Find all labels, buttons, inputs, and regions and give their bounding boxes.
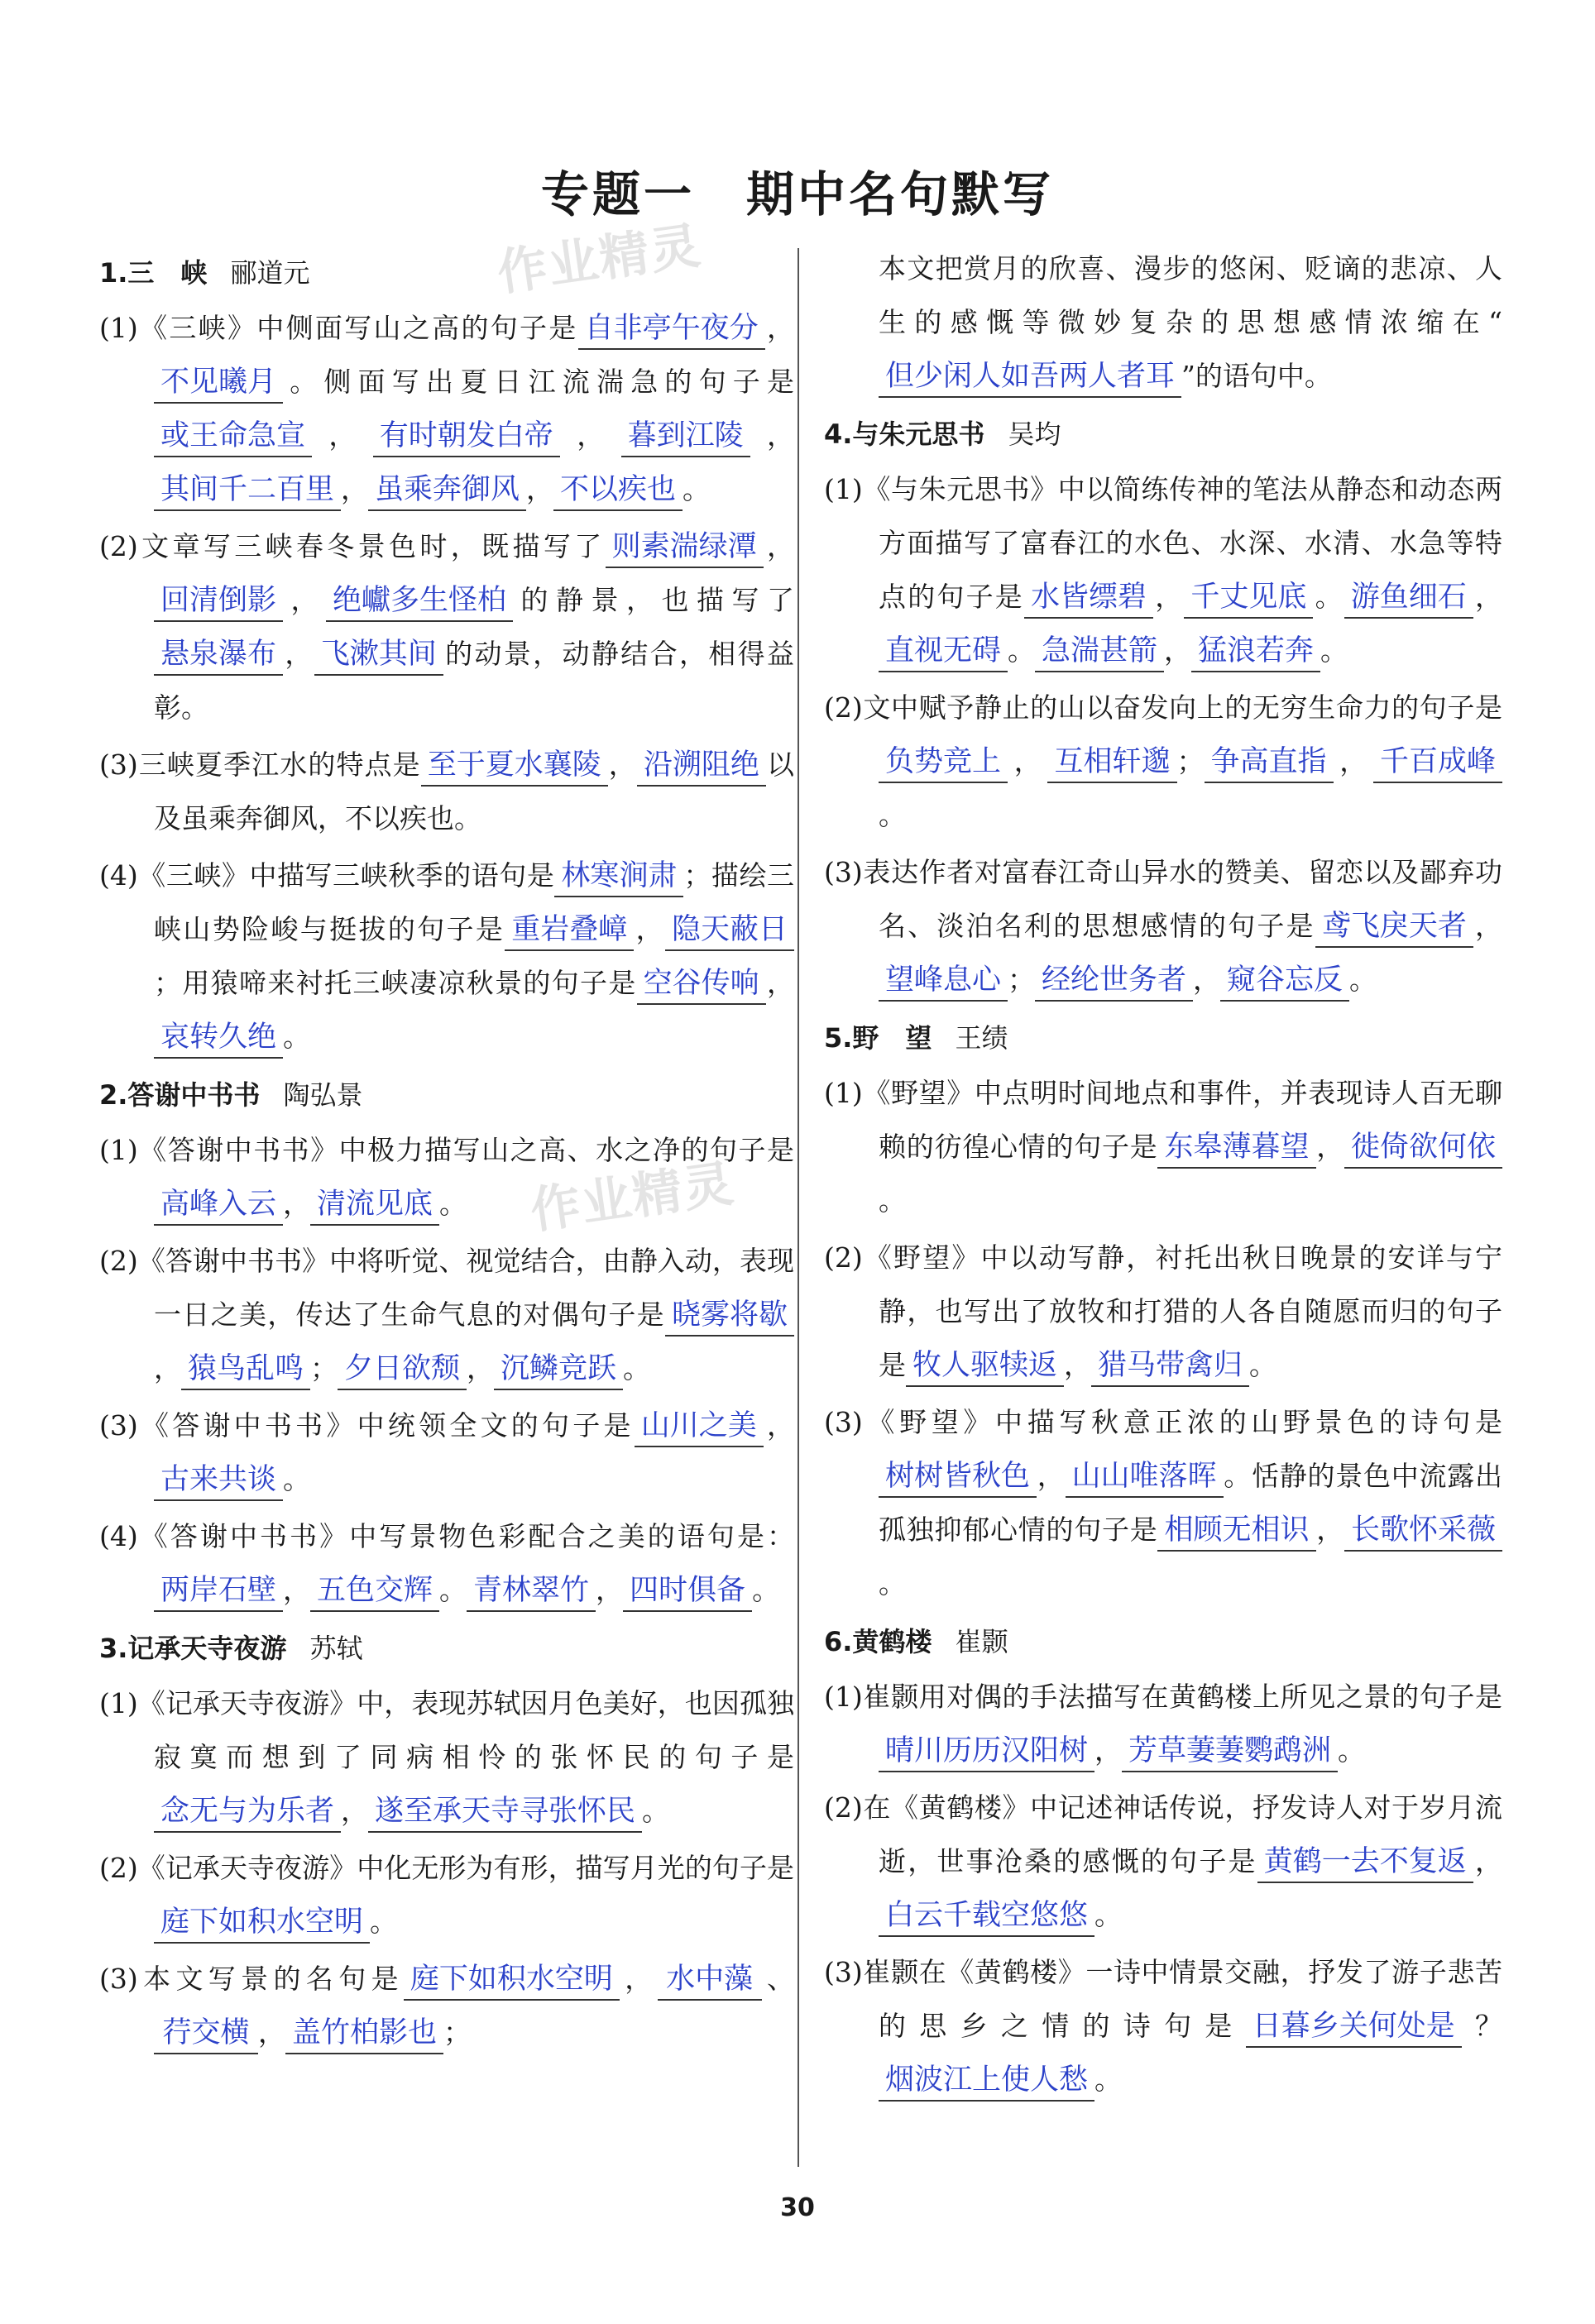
- answer-blank[interactable]: 芳草萋萋鹦鹉洲: [1122, 1731, 1338, 1772]
- answer-blank[interactable]: 猎马带禽归: [1091, 1346, 1249, 1387]
- answer-blank[interactable]: 青林翠竹: [467, 1571, 596, 1612]
- question-2-2: (2)《答谢中书书》中将听觉、视觉结合，由静入动，表现一日之美，传达了生命气息的对偶句子是 晓雾将歇， 猿鸟乱鸣 ； 夕日欲颓 ， 沉鳞竞跃 。: [99, 1234, 794, 1395]
- answer-blank[interactable]: 暮到江陵: [621, 416, 750, 457]
- question-1-3: (3)三峡夏季江水的特点是 至于夏水襄陵 ， 沿溯阻绝 以及虽乘奔御风，不以疾也。: [99, 738, 794, 845]
- section-heading-2: 2.答谢中书书 陶弘景: [99, 1079, 363, 1111]
- answer-blank[interactable]: 庭下如积水空明: [154, 1902, 370, 1944]
- question-4-1: (1)《与朱元思书》中以简练传神的笔法从静态和动态两方面描写了富春江的水色、水深、水清、水急等特点的句子是 水皆缥碧 ， 千丈见底 。 游鱼细石 ，直视无碍 。 急湍甚箭 ， 猛浪若奔 。: [824, 462, 1502, 677]
- question-5-3: (3)《野望》中描写秋意正浓的山野景色的诗句是树树皆秋色 ， 山山唯落晖 。恬静的景色中流露出孤独抑郁心情的句子是 相顾无相识 ， 长歌怀采薇。: [824, 1406, 1503, 1600]
- question-1-2: (2)文章写三峡春冬景色时，既描写了 则素湍绿潭 ，回清倒影 ， 绝巘多生怪柏 的静景，也描写了悬泉瀑布 ， 飞漱其间 的动景，动静结合，相得益彰。: [99, 519, 794, 734]
- watermark: 作业精灵: [494, 217, 706, 303]
- answer-blank[interactable]: 清流见底: [310, 1184, 439, 1226]
- answer-blank[interactable]: 黄鹤一去不复返: [1257, 1842, 1473, 1883]
- question-5-1: (1)《野望》中点明时间地点和事件，并表现诗人百无聊赖的彷徨心情的句子是 东皋薄暮望 ， 徙倚欲何依。: [824, 1077, 1502, 1217]
- page-number: 30: [780, 2193, 815, 2222]
- answer-blank[interactable]: 日暮乡关何处是: [1246, 2006, 1462, 2048]
- section-heading-1: 1.三 峡 郦道元: [99, 257, 310, 289]
- answer-blank[interactable]: 争高直指: [1205, 742, 1334, 783]
- answer-blank[interactable]: 其间千二百里: [154, 470, 341, 511]
- answer-blank[interactable]: 游鱼细石: [1344, 577, 1473, 619]
- answer-blank[interactable]: 庭下如积水空明: [404, 1959, 620, 2001]
- question-3-2: (2)《记承天寺夜游》中化无形为有形，描写月光的句子是庭下如积水空明 。: [99, 1841, 794, 1949]
- question-1-1: (1)《三峡》中侧面写山之高的句子是 自非亭午夜分 ，不见曦月 。侧面写出夏日江流湍急的句子是或王命急宣 ， 有时朝发白帝 ， 暮到江陵 ，其间千二百里 ， 虽乘奔御风 ， 不以疾也 。: [99, 301, 794, 516]
- section-heading-4: 4.与朱元思书 吴均: [824, 418, 1061, 450]
- answer-blank[interactable]: 重岩叠嶂: [505, 910, 634, 951]
- question-6-3: (3)崔颢在《黄鹤楼》一诗中情景交融，抒发了游子悲苦的思乡之情的诗句是 日暮乡关何处是 ？烟波江上使人愁 。: [824, 1945, 1502, 2106]
- question-4-3: (3)表达作者对富春江奇山异水的赞美、留恋以及鄙弃功名、淡泊名利的思想感情的句子是 鸢飞戾天者 ，望峰息心 ； 经纶世务者 ， 窥谷忘反 。: [824, 845, 1502, 1007]
- answer-blank[interactable]: 高峰入云: [154, 1184, 283, 1226]
- page-title: 专题一 期中名句默写: [540, 166, 1054, 222]
- answer-blank[interactable]: 白云千载空悠悠: [879, 1896, 1094, 1937]
- answer-blank[interactable]: 五色交辉: [310, 1571, 439, 1612]
- answer-blank[interactable]: 哀转久绝: [154, 1017, 283, 1059]
- question-5-2: (2)《野望》中以动写静，衬托出秋日晚景的安详与宁静，也写出了放牧和打猎的人各自随愿而归的句子是 牧人驱犊返 ， 猎马带禽归 。: [824, 1231, 1502, 1392]
- answer-blank[interactable]: 经纶世务者: [1035, 960, 1193, 1002]
- answer-blank[interactable]: 沿溯阻绝: [637, 745, 766, 787]
- answer-blank[interactable]: 自非亭午夜分: [578, 308, 765, 350]
- section-heading-6: 6.黄鹤楼 崔颢: [824, 1626, 1008, 1657]
- answer-blank[interactable]: 晴川历历汉阳树: [879, 1731, 1094, 1772]
- answer-blank[interactable]: 悬泉瀑布: [154, 634, 283, 676]
- answer-blank[interactable]: 相顾无相识: [1157, 1510, 1315, 1552]
- left-column: [99, 241, 794, 2063]
- answer-blank[interactable]: 千丈见底: [1184, 577, 1313, 619]
- question-4-2: (2)文中赋予静止的山以奋发向上的无穷生命力的句子是负势竞上 ， 互相轩邈 ； 争高直指 ， 千百成峰。: [824, 691, 1502, 831]
- answer-blank[interactable]: 回清倒影: [154, 581, 283, 622]
- right-column: [824, 241, 1502, 2110]
- answer-blank[interactable]: 直视无碍: [879, 631, 1008, 672]
- answer-blank[interactable]: 急湍甚箭: [1035, 631, 1164, 672]
- question-2-3: (3)《答谢中书书》中统领全文的句子是 山川之美 ，古来共谈 。: [99, 1399, 794, 1506]
- question-6-2: (2)在《黄鹤楼》中记述神话传说，抒发诗人对于岁月流逝，世事沧桑的感慨的句子是 黄鹤一去不复返 ，白云千载空悠悠 。: [824, 1781, 1502, 1942]
- answer-blank[interactable]: 晓雾将歇: [665, 1295, 794, 1337]
- answer-blank[interactable]: 但少闲人如吾两人者耳: [879, 356, 1181, 398]
- answer-blank[interactable]: 四时俱备: [623, 1571, 752, 1612]
- answer-blank[interactable]: 互相轩邈: [1047, 742, 1176, 783]
- answer-blank[interactable]: 古来共谈: [154, 1460, 283, 1501]
- answer-blank[interactable]: 水中藻: [658, 1959, 762, 2001]
- answer-blank[interactable]: 水皆缥碧: [1024, 577, 1153, 619]
- answer-blank[interactable]: 牧人驱犊返: [906, 1346, 1064, 1387]
- question-6-1: (1)崔颢用对偶的手法描写在黄鹤楼上所见之景的句子是晴川历历汉阳树 ， 芳草萋萋鹦鹉洲 。: [824, 1670, 1502, 1777]
- answer-blank[interactable]: 烟波江上使人愁: [879, 2060, 1094, 2102]
- answer-blank[interactable]: 望峰息心: [879, 960, 1008, 1002]
- question-2-1: (1)《答谢中书书》中极力描写山之高、水之净的句子是高峰入云 ， 清流见底 。: [99, 1123, 794, 1231]
- answer-blank[interactable]: 长歌怀采薇: [1344, 1510, 1502, 1552]
- question-3-3: (3)本文写景的名句是 庭下如积水空明 ， 水中藻 、荇交横 ， 盖竹柏影也 ；: [99, 1952, 794, 2059]
- answer-blank[interactable]: 两岸石壁: [154, 1571, 283, 1612]
- answer-blank[interactable]: 或王命急宣: [154, 416, 312, 457]
- answer-blank[interactable]: 飞漱其间: [314, 634, 443, 676]
- answer-blank[interactable]: 盖竹柏影也: [285, 2013, 443, 2054]
- answer-blank[interactable]: 猛浪若奔: [1191, 631, 1320, 672]
- answer-blank[interactable]: 鸢飞戾天者: [1315, 906, 1473, 948]
- answer-blank[interactable]: 窥谷忘反: [1220, 960, 1349, 1002]
- answer-blank[interactable]: 林寒涧肃: [554, 856, 683, 897]
- answer-blank[interactable]: 念无与为乐者: [154, 1791, 341, 1833]
- answer-blank[interactable]: 负势竞上: [879, 742, 1008, 783]
- watermark: 作业精灵: [527, 1155, 739, 1241]
- answer-blank[interactable]: 有时朝发白帝: [373, 416, 560, 457]
- answer-blank[interactable]: 树树皆秋色: [879, 1456, 1037, 1498]
- answer-blank[interactable]: 山川之美: [635, 1406, 764, 1447]
- answer-blank[interactable]: 沉鳞竞跃: [494, 1349, 623, 1390]
- question-3-1: (1)《记承天寺夜游》中，表现苏轼因月色美好，也因孤独寂寞而想到了同病相怜的张怀民的句子是念无与为乐者 ， 遂至承天寺寻张怀民 。: [99, 1676, 794, 1838]
- answer-blank[interactable]: 遂至承天寺寻张怀民: [368, 1791, 642, 1833]
- answer-blank[interactable]: 空谷传响: [637, 964, 766, 1005]
- answer-blank[interactable]: 夕日欲颓: [338, 1349, 467, 1390]
- answer-blank[interactable]: 猿鸟乱鸣: [181, 1349, 310, 1390]
- answer-blank[interactable]: 徙倚欲何依: [1344, 1127, 1502, 1169]
- column-divider: [798, 248, 799, 2167]
- answer-blank[interactable]: 虽乘奔御风: [368, 470, 526, 511]
- question-2-4: (4)《答谢中书书》中写景物色彩配合之美的语句是：两岸石壁 ， 五色交辉 。 青林翠竹 ， 四时俱备 。: [99, 1509, 794, 1617]
- answer-blank[interactable]: 绝巘多生怪柏: [326, 581, 513, 622]
- section-heading-5: 5.野 望 王绩: [824, 1022, 1008, 1054]
- answer-blank[interactable]: 至于夏水襄陵: [421, 745, 608, 787]
- answer-blank[interactable]: 东皋薄暮望: [1157, 1127, 1315, 1169]
- answer-blank[interactable]: 隐天蔽日: [665, 910, 794, 951]
- answer-blank[interactable]: 则素湍绿潭: [606, 527, 764, 568]
- answer-blank[interactable]: 山山唯落晖: [1066, 1456, 1224, 1498]
- section-heading-3: 3.记承天寺夜游 苏轼: [99, 1633, 363, 1664]
- answer-blank[interactable]: 千百成峰: [1373, 742, 1502, 783]
- answer-blank[interactable]: 不以疾也: [553, 470, 683, 511]
- question-3-3-continued: 本文把赏月的欣喜、漫步的悠闲、贬谪的悲凉、人生的感慨等微妙复杂的思想感情浓缩在“但少闲人如吾两人者耳 ”的语句中。: [824, 241, 1502, 403]
- answer-blank[interactable]: 不见曦月: [154, 362, 283, 404]
- answer-blank[interactable]: 荇交横: [154, 2013, 258, 2054]
- question-1-4: (4)《三峡》中描写三峡秋季的语句是 林寒涧肃 ；描绘三峡山势险峻与挺拔的句子是 重岩叠嶂 ， 隐天蔽日；用猿啼来衬托三峡凄凉秋景的句子是 空谷传响 ，哀转久绝 。: [99, 849, 794, 1064]
